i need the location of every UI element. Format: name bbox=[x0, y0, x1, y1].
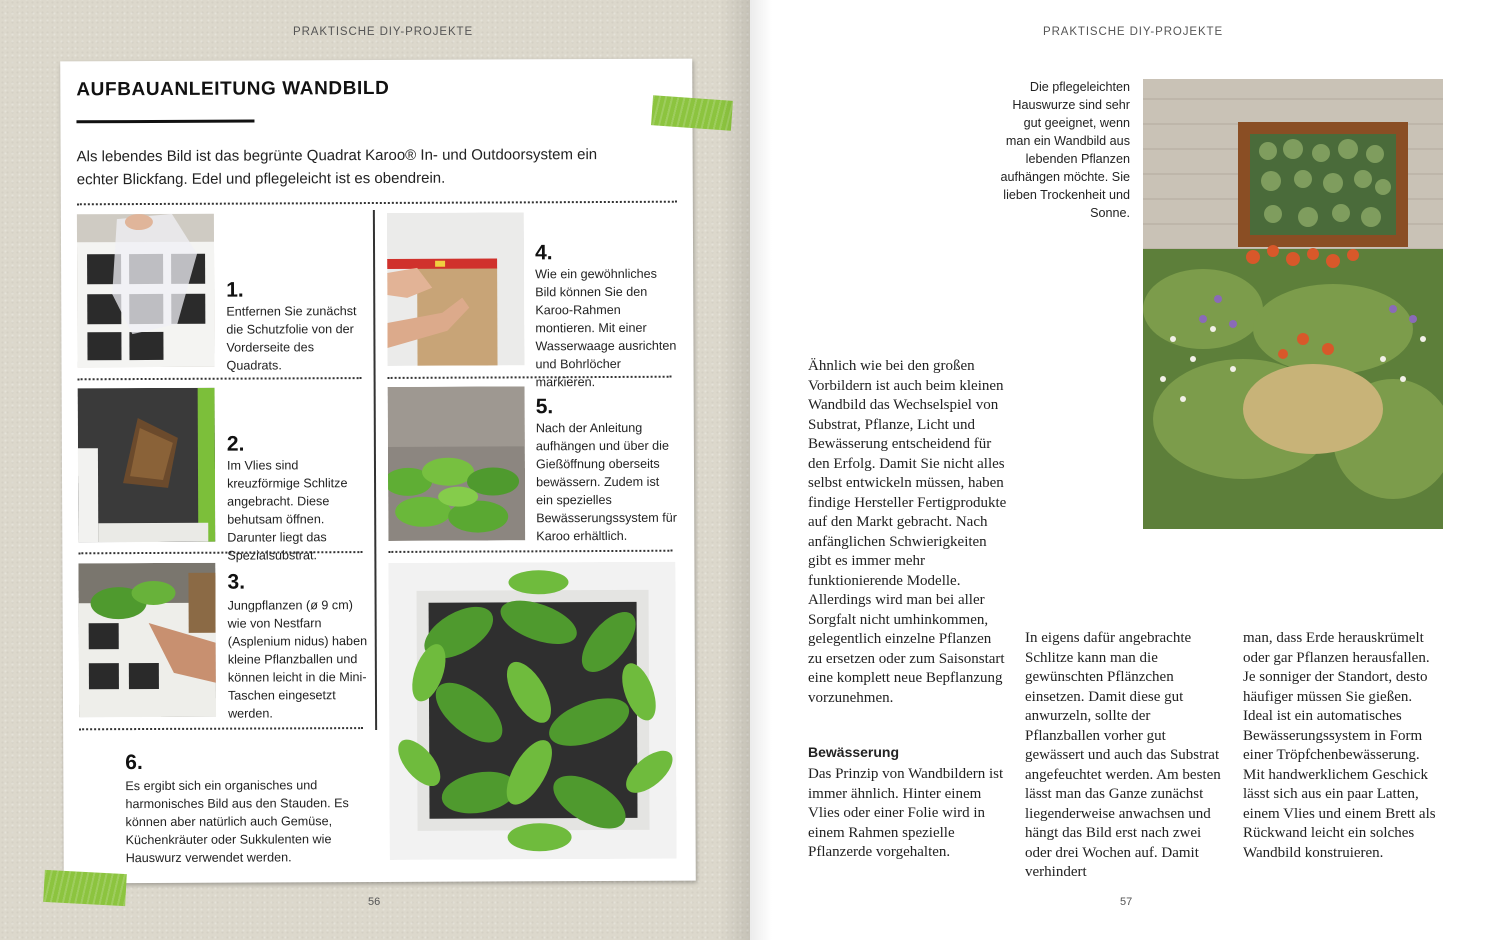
instruction-card bbox=[60, 59, 696, 884]
page-number-left: 56 bbox=[368, 896, 381, 908]
body-column-1b: Das Prinzip von Wandbildern ist immer ähnlich. Hinter einem Vlies oder einer Folie wird in einem Rahmen spezielle Pflanzerde vorgehalten. bbox=[808, 766, 1004, 860]
garden-wall-photo bbox=[1143, 79, 1443, 529]
step-6-number: 6. bbox=[125, 751, 143, 775]
step-4-photo bbox=[387, 212, 525, 366]
step-2-photo bbox=[78, 388, 216, 543]
column-divider bbox=[373, 210, 377, 730]
card-intro: Als lebendes Bild ist das begrünte Quadrat Karoo® In- und Outdoorsystem ein echter Blickfang. Edel und pflegeleicht ist es obendrein. bbox=[76, 146, 598, 189]
right-gutter-shadow bbox=[750, 0, 772, 940]
step-3-text: Jungpflanzen (ø 9 cm) wie von Nestfarn (Asplenium nidus) haben kleine Pflanzballen und können leicht in die Mini-Taschen eingesetzt werden. bbox=[227, 598, 368, 721]
divider-1 bbox=[78, 377, 362, 380]
step-3-number: 3. bbox=[227, 570, 246, 594]
subheading-bewaesserung: Bewässerung bbox=[808, 744, 900, 760]
body-column-2: In eigens dafür angebrachte Schlitze kann man die gewünschten Pflänzchen einsetzen. Damit diese gut anwurzeln, sollte der Pflanzballen vorher gut gewässert und auch das Substrat angefeuchtet werden. Am besten lässt man das Ganze zunächst liegenderweise anwachsen und hängt das Bild erst nach zwei oder drei Wochen auf. Damit verhindert bbox=[1025, 630, 1221, 880]
green-tape-bottom bbox=[43, 870, 127, 906]
card-title: AUFBAUANLEITUNG WANDBILD bbox=[76, 77, 390, 101]
running-head-left: PRAKTISCHE DIY-PROJEKTE bbox=[293, 26, 474, 38]
step-2-text: Im Vlies sind kreuzförmige Schlitze angebracht. Diese behutsam öffnen. Darunter liegt das Spezialsubstrat. bbox=[226, 458, 348, 563]
step-4-number: 4. bbox=[534, 241, 553, 265]
step-3-photo bbox=[78, 563, 216, 718]
step-6-text: Es ergibt sich ein organisches und harmonisches Bild aus den Stauden. Es können aber natürlich auch Gemüse, Küchenkräuter oder Sukkulenten wie Hauswurz verwendet werden. bbox=[125, 778, 349, 866]
body-column-1: Ähnlich wie bei den großen Vorbildern ist auch beim kleinen Wandbild das Wechselspiel von Substrat, Pflanze, Licht und Bewässerung entscheidend für den Erfolg. Damit Sie nicht alles selbst entwickeln müssen, haben findige Hersteller Fertigprodukte auf den Markt gebracht. Nach anfänglichen Schwierigkeiten gibt es immer mehr funktionierende Modelle. Allerdings wird man bei aller Sorgfalt nicht umhinkommen, gelegentlich einzelne Pflanzen zu ersetzen oder zum Saisonstart eine komplett neue Bepflanzung vorzunehmen. bbox=[808, 358, 1007, 706]
step-5-number: 5. bbox=[535, 395, 554, 419]
step-4-text: Wie ein gewöhnliches Bild können Sie den Karoo-Rahmen montieren. Mit einer Wasserwaage ausrichten und Bohrlöcher markieren. bbox=[535, 266, 677, 390]
divider-5 bbox=[388, 550, 672, 553]
divider-top bbox=[77, 201, 677, 206]
photo-caption: Die pflegeleichten Hauswurze sind sehr gut geeignet, wenn man ein Wandbild aus lebenden Pflanzen aufhängen möchte. Sie lieben Trockenheit und Sonne. bbox=[1000, 80, 1130, 220]
step-5-text: Nach der Anleitung aufhängen und über die Gießöffnung oberseits bewässern. Zudem ist ein spezielles Bewässerungssystem für Karoo erhältlich. bbox=[535, 420, 677, 544]
step-1-text: Entfernen Sie zunächst die Schutzfolie von der Vorderseite des Quadrats. bbox=[226, 304, 357, 373]
title-rule bbox=[76, 120, 254, 124]
body-column-3: man, dass Erde herauskrümelt oder gar Pflanzen herausfallen. Je sonniger der Standort, desto häufiger müssen Sie gießen. Ideal ist ein automatisches Bewässerungssystem in Form einer Tröpfchenbewässerung. Mit handwerklichem Geschick lässt sich aus ein paar Latten, einem Vlies und einem Brett als Rückwand leicht ein solches Wandbild konstruieren. bbox=[1243, 630, 1436, 861]
running-head-right: PRAKTISCHE DIY-PROJEKTE bbox=[1043, 26, 1224, 38]
step-1-photo bbox=[77, 214, 215, 368]
divider-3 bbox=[79, 727, 363, 730]
step-2-number: 2. bbox=[226, 432, 245, 456]
step-5-photo bbox=[388, 386, 526, 541]
step-1-number: 1. bbox=[226, 278, 244, 302]
page-number-right: 57 bbox=[1120, 896, 1133, 908]
finished-wall-photo bbox=[388, 562, 676, 860]
